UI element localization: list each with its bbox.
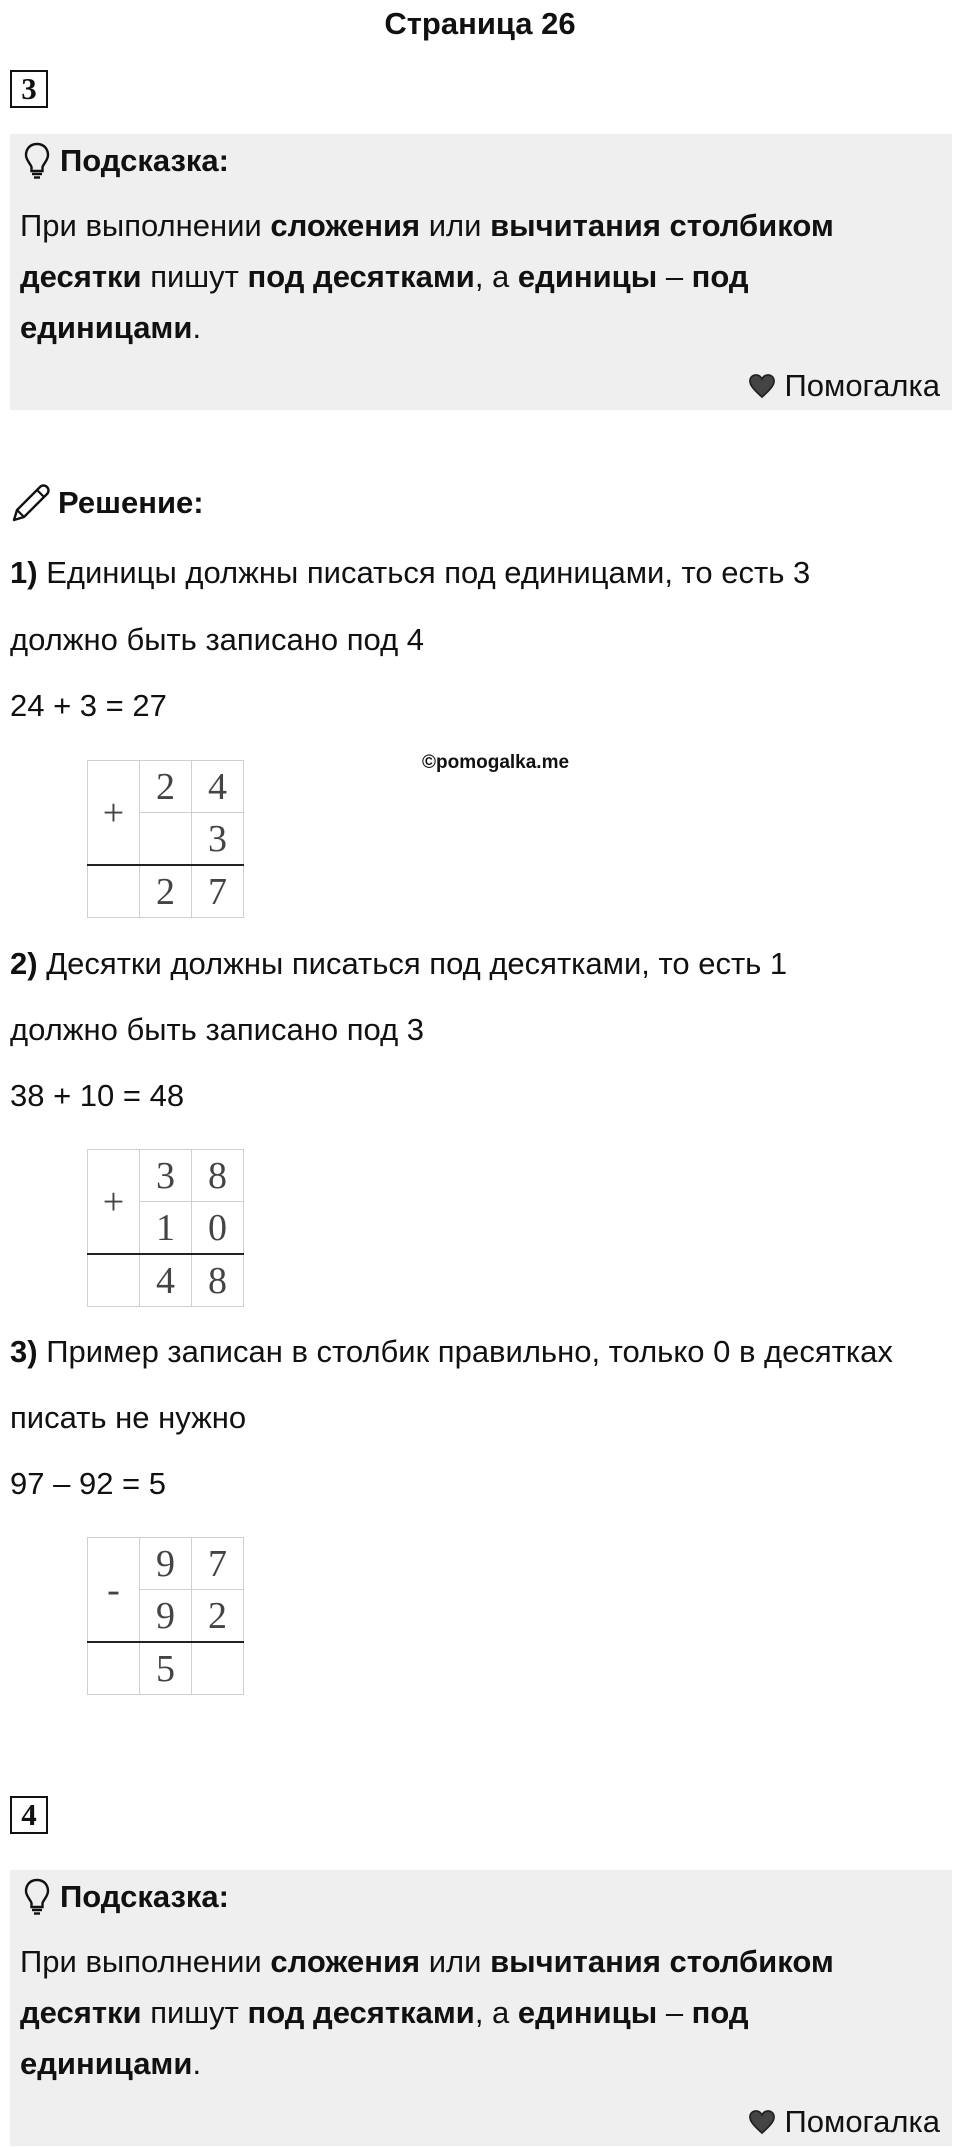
item-number: 2) xyxy=(10,946,38,981)
solution-header-label: Решение: xyxy=(58,485,204,520)
item-number: 1) xyxy=(10,555,38,590)
lightbulb-icon xyxy=(24,1878,50,1916)
hint-text-bold: под десятками xyxy=(247,259,475,294)
digit-cell: 4 xyxy=(192,761,244,813)
page-title: Страница 26 xyxy=(384,6,576,41)
digit-cell: 0 xyxy=(192,1202,244,1255)
item-1-equation: 24 + 3 = 27 xyxy=(10,688,167,723)
digit-cell: 7 xyxy=(192,865,244,918)
pencil-icon xyxy=(10,482,52,524)
digit-cell: 8 xyxy=(192,1254,244,1307)
item-2-line-2: должно быть записано под 3 xyxy=(10,1012,425,1047)
hint-text-part: пишут xyxy=(141,259,248,294)
item-2-line-1 xyxy=(10,946,787,982)
operator-cell: - xyxy=(88,1538,140,1643)
hint-text-bold: сложения xyxy=(270,1944,421,1979)
column-calculation-3 xyxy=(87,1537,244,1695)
hint-text-bold: единицами xyxy=(20,2046,193,2081)
digit-cell: 2 xyxy=(140,761,192,813)
result-row xyxy=(88,1254,244,1307)
watermark: ©pomogalka.me xyxy=(422,752,570,773)
hint-text-bold: десятки xyxy=(20,259,142,294)
hint-text-bold: вычитания столбиком xyxy=(490,1944,834,1979)
task-number-4: 4 xyxy=(10,1796,48,1834)
hint-text-bold: десятки xyxy=(20,1995,142,2030)
lightbulb-icon xyxy=(24,142,50,180)
hint-text-part: При выполнении xyxy=(20,1944,271,1979)
hint-text-bold: вычитания столбиком xyxy=(490,208,834,243)
result-row xyxy=(88,865,244,918)
empty-cell xyxy=(88,1642,140,1695)
hint-text-bold: сложения xyxy=(270,208,421,243)
brand-label xyxy=(748,2104,940,2140)
operator-cell: + xyxy=(88,1150,140,1255)
hint-text-bold: под xyxy=(691,1995,749,2030)
digit-cell: 2 xyxy=(140,865,192,918)
operator-cell: + xyxy=(88,761,140,866)
hint-text-part: , а xyxy=(474,1995,518,2030)
digit-cell: 4 xyxy=(140,1254,192,1307)
hint-header xyxy=(24,142,229,180)
digit-cell: 5 xyxy=(140,1642,192,1695)
item-3-line-1 xyxy=(10,1334,893,1370)
hint-box-task-4 xyxy=(10,1870,952,2146)
brand-label xyxy=(748,368,940,404)
hint-text-part: или xyxy=(420,1944,491,1979)
hint-box-task-3 xyxy=(10,134,952,410)
hint-header-label: Подсказка: xyxy=(60,143,229,178)
brand-text: Помогалка xyxy=(784,2104,940,2139)
digit-cell: 8 xyxy=(192,1150,244,1202)
digit-cell: 2 xyxy=(192,1590,244,1643)
item-text: Десятки должны писаться под десятками, то есть 1 xyxy=(37,946,788,981)
hint-text-bold: единицами xyxy=(20,310,193,345)
hint-header xyxy=(24,1878,229,1916)
digit-cell: 9 xyxy=(140,1590,192,1643)
digit-cell: 1 xyxy=(140,1202,192,1255)
hint-text-bold: под xyxy=(691,259,749,294)
digit-cell: 7 xyxy=(192,1538,244,1590)
hint-text-part: – xyxy=(657,259,692,294)
solution-header xyxy=(10,482,204,524)
hint-text-part: При выполнении xyxy=(20,208,271,243)
empty-cell xyxy=(192,1642,244,1695)
table-row xyxy=(88,761,244,813)
heart-icon xyxy=(748,373,776,399)
item-text: Единицы должны писаться под единицами, то есть 3 xyxy=(37,555,811,590)
column-calculation-2 xyxy=(87,1149,244,1307)
hint-text-bold: единицы xyxy=(517,1995,658,2030)
hint-text-part: или xyxy=(420,208,491,243)
item-3-equation: 97 – 92 = 5 xyxy=(10,1466,166,1501)
empty-cell xyxy=(88,1254,140,1307)
item-1-line-1 xyxy=(10,555,810,591)
hint-text-bold: под десятками xyxy=(247,1995,475,2030)
hint-text-part: . xyxy=(192,310,202,345)
digit-cell: 3 xyxy=(140,1150,192,1202)
digit-cell xyxy=(140,813,192,866)
hint-text xyxy=(20,1936,940,2089)
item-2-equation: 38 + 10 = 48 xyxy=(10,1078,185,1113)
heart-icon xyxy=(748,2109,776,2135)
item-3-line-2: писать не нужно xyxy=(10,1400,247,1435)
hint-text-part: пишут xyxy=(141,1995,248,2030)
hint-text-bold: единицы xyxy=(517,259,658,294)
hint-header-label: Подсказка: xyxy=(60,1879,229,1914)
column-calculation-1 xyxy=(87,760,244,918)
digit-cell: 9 xyxy=(140,1538,192,1590)
table-row xyxy=(88,1538,244,1590)
result-row xyxy=(88,1642,244,1695)
hint-text-part: . xyxy=(192,2046,202,2081)
item-1-line-2: должно быть записано под 4 xyxy=(10,622,425,657)
item-number: 3) xyxy=(10,1334,38,1369)
hint-text-part: , а xyxy=(474,259,518,294)
digit-cell: 3 xyxy=(192,813,244,866)
brand-text: Помогалка xyxy=(784,368,940,403)
table-row xyxy=(88,1150,244,1202)
task-number-3: 3 xyxy=(10,70,48,108)
item-text: Пример записан в столбик правильно, только 0 в десятках xyxy=(37,1334,893,1369)
hint-text xyxy=(20,200,940,353)
empty-cell xyxy=(88,865,140,918)
hint-text-part: – xyxy=(657,1995,692,2030)
